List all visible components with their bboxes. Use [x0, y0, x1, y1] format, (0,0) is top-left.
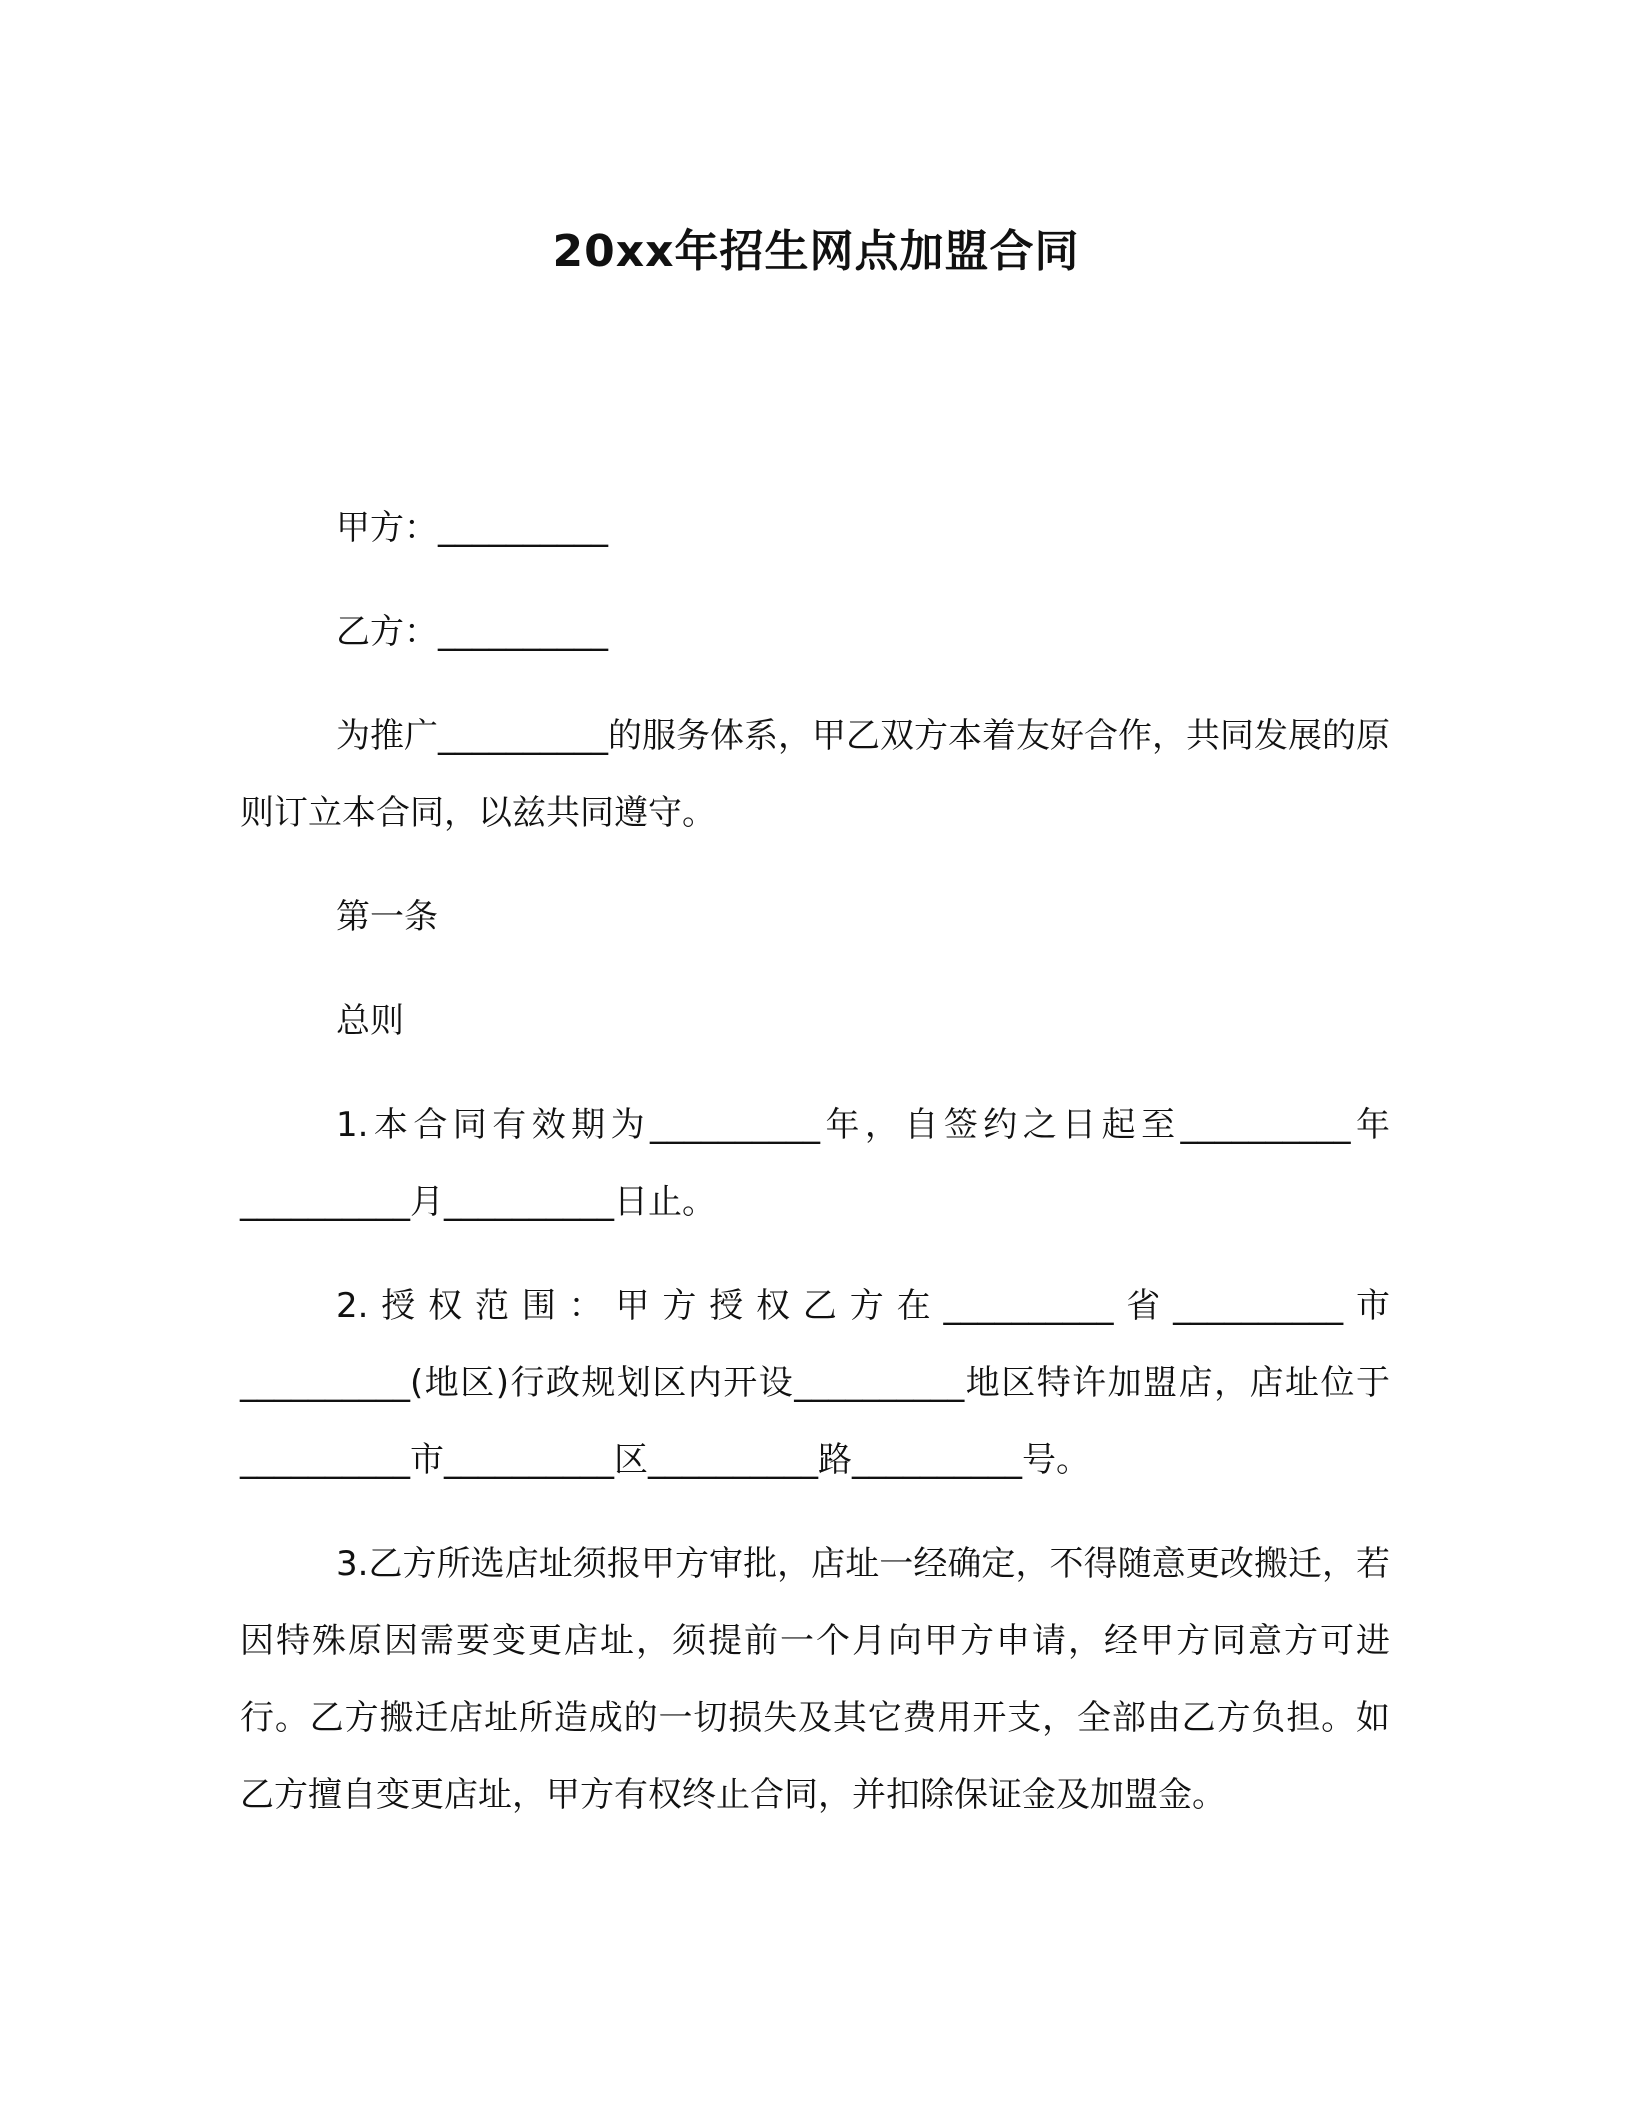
clause-1: 1.本合同有效期为__________年，自签约之日起至__________年__________月__________日止。	[240, 1105, 1390, 1222]
party-b-line: 乙方：__________	[336, 612, 608, 652]
clause-3: 3.乙方所选店址须报甲方审批，店址一经确定，不得随意更改搬迁，若因特殊原因需要变更店址，须提前一个月向甲方申请，经甲方同意方可进行。乙方搬迁店址所造成的一切损失及其它费用开支，全部由乙方负担。如乙方擅自变更店址，甲方有权终止合同，并扣除保证金及加盟金。	[240, 1544, 1390, 1815]
clause-2: 2.授权范围：甲方授权乙方在__________省__________市__________(地区)行政规划区内开设__________地区特许加盟店，店址位于__________市__________区__________路__________号。	[240, 1286, 1390, 1480]
party-a-line: 甲方：__________	[336, 508, 608, 548]
preamble-paragraph: 为推广__________的服务体系，甲乙双方本着友好合作，共同发展的原则订立本合同，以兹共同遵守。	[240, 716, 1390, 833]
document-title: 20xx年招生网点加盟合同	[552, 226, 1080, 277]
article-heading: 第一条	[336, 897, 438, 937]
article-subheading: 总则	[336, 1001, 404, 1041]
document-body	[240, 490, 1390, 1861]
